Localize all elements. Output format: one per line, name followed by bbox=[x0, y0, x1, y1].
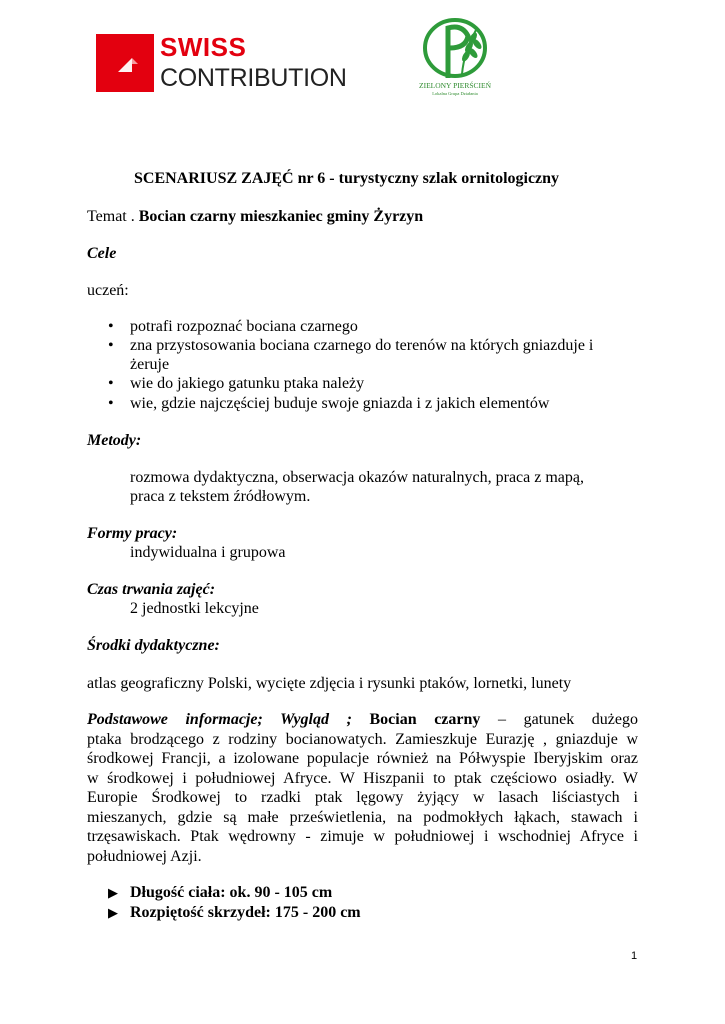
fact-body-length: Długość ciała: ok. 90 - 105 cm bbox=[130, 884, 333, 901]
page-number: 1 bbox=[631, 950, 638, 962]
goal-item: wie, gdzie najczęściej buduje swoje gniazda i z jakich elementów bbox=[130, 395, 550, 412]
fact-wingspan: Rozpiętość skrzydeł: 175 - 200 cm bbox=[130, 904, 361, 921]
info-line: południowej Azji. bbox=[87, 847, 202, 865]
topic-line bbox=[87, 208, 423, 226]
methods-heading: Metody: bbox=[87, 432, 142, 449]
duration-heading: Czas trwania zajęć: bbox=[87, 581, 216, 598]
goals-heading: Cele bbox=[87, 245, 117, 262]
arrow-bullet-icon: ▶ bbox=[108, 905, 118, 920]
aids-value: atlas geograficzny Polski, wycięte zdjęcia i rysunki ptaków, lornetki, lunety bbox=[87, 675, 572, 692]
green-logo-caption: ZIELONY PIERŚCIEŃ bbox=[418, 81, 491, 90]
forms-value: indywidualna i grupowa bbox=[130, 544, 286, 561]
goal-item-continuation: żeruje bbox=[130, 356, 170, 373]
goals-intro: uczeń: bbox=[87, 282, 129, 299]
green-logo-subcaption: Lokalna Grupa Działania bbox=[432, 91, 478, 96]
swiss-logo-line2: CONTRIBUTION bbox=[160, 64, 347, 92]
swiss-logo-line1: SWISS bbox=[160, 32, 247, 62]
aids-heading: Środki dydaktyczne: bbox=[87, 637, 220, 654]
topic-value: Bocian czarny mieszkaniec gminy Żyrzyn bbox=[138, 208, 424, 225]
bullet-icon: • bbox=[108, 395, 114, 412]
swiss-flag-icon bbox=[96, 34, 154, 92]
info-paragraph bbox=[87, 710, 638, 866]
goal-item: wie do jakiego gatunku ptaka należy bbox=[130, 375, 365, 392]
zielony-pierscien-logo bbox=[410, 18, 500, 102]
bullet-icon: • bbox=[108, 318, 114, 335]
info-line: Europie Środkowej to rzadki ptak lęgowy żyjący w lasach liściastych i bbox=[87, 789, 638, 806]
wheat-leaf-icon bbox=[410, 18, 500, 82]
info-line1-rest: – gatunek dużego bbox=[480, 711, 639, 728]
bullet-icon: • bbox=[108, 375, 114, 392]
swiss-contribution-logo bbox=[96, 34, 358, 94]
species-name: Bocian czarny bbox=[369, 711, 481, 728]
info-line: mieszanych, gdzie są małe prześwietlenia, na podmokłych łąkach, stawach i bbox=[87, 808, 638, 826]
info-line: ptaka brodzącego z rodziny bocianowatych. Zamieszkuje Eurazję , gniazduje w bbox=[87, 730, 638, 748]
methods-line2: praca z tekstem źródłowym. bbox=[130, 488, 311, 505]
topic-label: Temat . bbox=[87, 208, 139, 225]
duration-value: 2 jednostki lekcyjne bbox=[130, 600, 259, 617]
goal-item: potrafi rozpoznać bociana czarnego bbox=[130, 318, 358, 335]
arrow-bullet-icon: ▶ bbox=[108, 885, 118, 900]
forms-heading: Formy pracy: bbox=[87, 525, 178, 542]
page-title: SCENARIUSZ ZAJĘĆ nr 6 - turystyczny szlak ornitologiczny bbox=[134, 170, 560, 187]
info-line: w środkowej i południowej Afryce. W Hiszpanii to ptak częściowo osiadły. W bbox=[87, 769, 638, 787]
info-heading: Podstawowe informacje; Wygląd ; bbox=[87, 711, 352, 728]
methods-line1: rozmowa dydaktyczna, obserwacja okazów naturalnych, praca z mapą, bbox=[130, 469, 585, 486]
goal-item: zna przystosowania bociana czarnego do terenów na których gniazduje i bbox=[130, 337, 594, 354]
info-line: środkowej Francji, a izolowane populacje również na Półwyspie Iberyjskim oraz bbox=[87, 750, 638, 767]
bullet-icon: • bbox=[108, 337, 114, 354]
info-line-first bbox=[87, 710, 638, 730]
info-line: trzęsawiskach. Ptak wędrowny - zimuje w południowej i wschodniej Afryce i bbox=[87, 828, 638, 845]
